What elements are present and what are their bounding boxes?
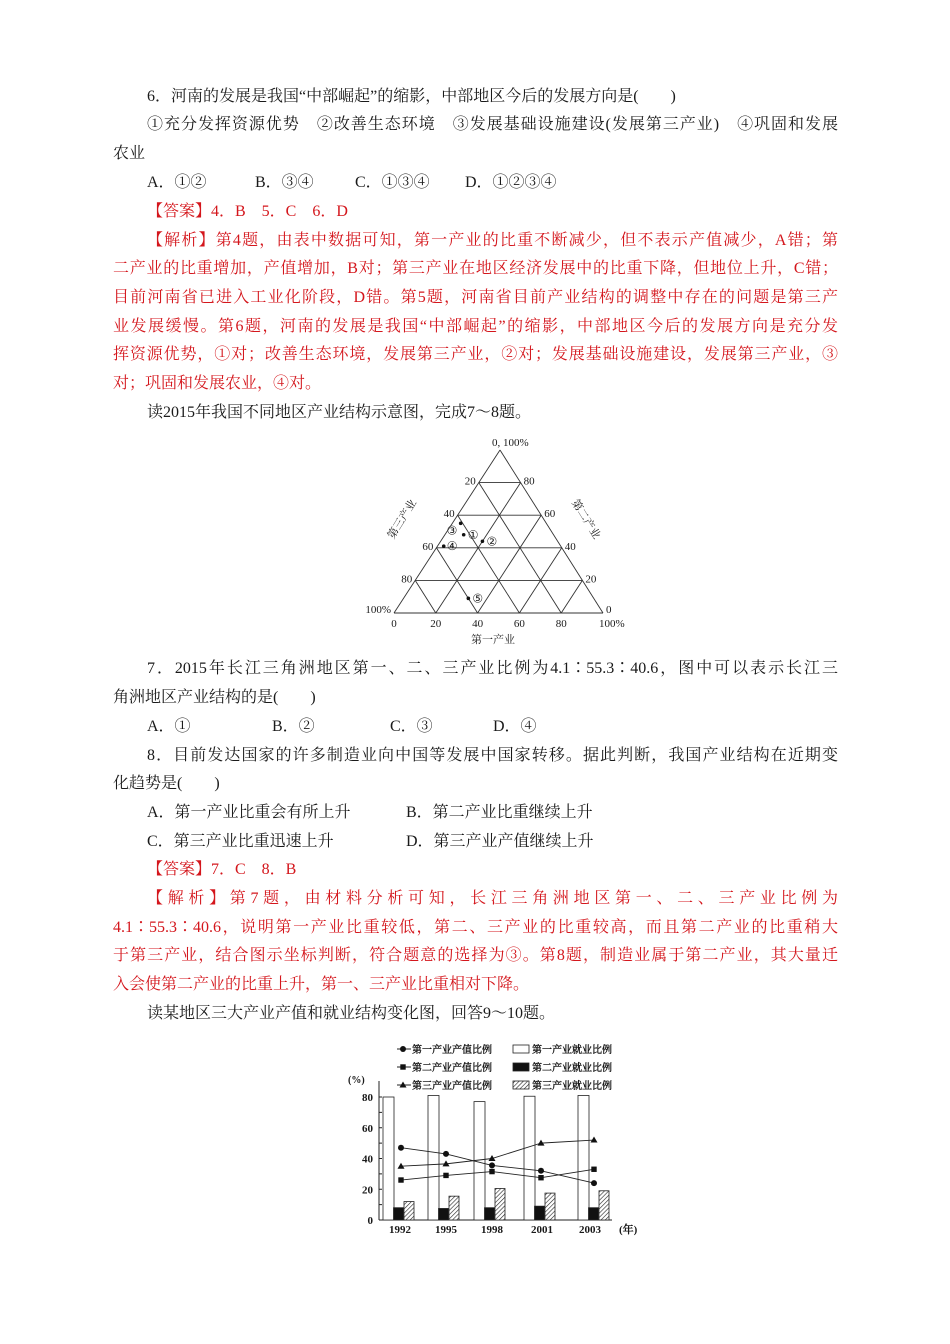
bottom-tick-label: 20 <box>430 618 442 630</box>
legend-label: 第一产业就业比例 <box>532 1045 612 1056</box>
point-label: ③ <box>446 523 458 538</box>
bar-black <box>589 1208 599 1220</box>
ternary-diagram <box>355 435 625 647</box>
marker-circle <box>398 1145 404 1151</box>
bottom-tick-label: 40 <box>472 618 484 630</box>
legend-marker-circle <box>400 1046 406 1052</box>
q6-option-b: B．③④ <box>255 174 314 191</box>
analysis-4-6-line: 【解析】第4题，由表中数据可知，第一产业的比重不断减少，但不表示产值减少，A错；第 <box>147 232 838 249</box>
ternary-grid <box>394 450 603 613</box>
left-tick-label: 40 <box>443 508 455 521</box>
analysis-7-8-line: 于第三产业，结合图示坐标判断，符合题意的选择为③。第8题，制造业属于第二产业，其大量迁 <box>113 947 838 964</box>
right-tick-label: 80 <box>523 475 535 488</box>
bar-black <box>485 1208 495 1220</box>
marker-circle <box>591 1180 597 1186</box>
bar-hatched <box>404 1202 414 1220</box>
data-point <box>481 539 485 543</box>
point-label: ④ <box>446 539 458 554</box>
q8-stem-cont: 化趋势是( ) <box>113 775 220 792</box>
y-tick-label: 20 <box>362 1184 373 1197</box>
q7-option-c: C．③ <box>390 718 433 735</box>
q6-option-a: A．①② <box>147 174 207 191</box>
q7-option-d: D．④ <box>493 718 537 735</box>
x-tick-label: 1995 <box>435 1224 457 1236</box>
chart-legend <box>397 1043 612 1092</box>
analysis-4-6-line: 业发展缓慢。第6题，河南的发展是我国“中部崛起”的缩影，中部地区今后的发展方向是充分发 <box>113 318 838 335</box>
bottom-tick-label: 0 <box>391 618 397 630</box>
analysis-4-6-line: 挥资源优势，①对；改善生态环境，发展第三产业，②对；发展基础设施建设，发展第三产业，③ <box>113 346 838 363</box>
bar-hatched <box>545 1193 555 1220</box>
left-axis-title: 第三产业 <box>385 497 420 542</box>
q8-option-c: C．第三产业比重迅速上升 <box>147 833 334 850</box>
apex-label: 0, 100% <box>492 437 529 449</box>
left-tick-label: 60 <box>422 540 434 553</box>
right-tick-label: 40 <box>564 540 576 553</box>
analysis-4-6-line: 对；巩固和发展农业，④对。 <box>113 375 322 392</box>
bottom-tick-label: 100% <box>599 618 625 630</box>
y-tick-label: 80 <box>362 1092 373 1104</box>
marker-circle <box>443 1151 449 1157</box>
marker-triangle <box>591 1137 598 1143</box>
y-tick-label: 60 <box>362 1122 373 1135</box>
bar-black <box>535 1206 545 1220</box>
marker-square <box>538 1175 543 1180</box>
q8-option-d: D．第三产业产值继续上升 <box>406 833 594 850</box>
intro-7-8: 读2015年我国不同地区产业结构示意图，完成7～8题。 <box>147 404 532 421</box>
q6-items: ①充分发挥资源优势 ②改善生态环境 ③发展基础设施建设(发展第三产业) ④巩固和发展 <box>147 116 838 133</box>
left-tick-label: 20 <box>464 475 476 488</box>
analysis-7-8-line: 入会使第二产业的比重上升，第一、三产业比重相对下降。 <box>113 976 530 993</box>
legend-label: 第二产业产值比例 <box>412 1063 492 1074</box>
q6-items-cont: 农业 <box>113 145 146 162</box>
q8-option-a: A．第一产业比重会有所上升 <box>147 804 351 821</box>
q6-option-c: C．①③④ <box>355 174 430 191</box>
bottom-axis-title: 第一产业 <box>471 634 515 646</box>
answer-7-8: 【答案】7．C 8．B <box>147 861 297 878</box>
data-point <box>467 597 471 601</box>
bar-white <box>578 1095 589 1220</box>
legend-label: 第三产业产值比例 <box>412 1081 492 1092</box>
point-label: ① <box>467 527 479 542</box>
marker-square <box>443 1173 448 1178</box>
industry-chart <box>340 1035 650 1240</box>
right-tick-label: 60 <box>544 508 556 521</box>
q8-option-b: B．第二产业比重继续上升 <box>406 804 593 821</box>
q7-option-a: A．① <box>147 718 191 735</box>
bar-hatched <box>449 1196 459 1220</box>
point-label: ② <box>486 534 498 549</box>
legend-marker-square <box>400 1064 405 1069</box>
marker-circle <box>489 1162 495 1168</box>
marker-circle <box>538 1168 544 1174</box>
point-label: ⑤ <box>472 591 484 606</box>
marker-square <box>591 1167 596 1172</box>
y-axis-label: (%) <box>348 1075 365 1086</box>
x-tick-label: 1998 <box>481 1224 503 1236</box>
q7-stem: 7．2015年长江三角洲地区第一、二、三产业比例为4.1∶55.3∶40.6，图中可以表示长江三 <box>147 660 838 677</box>
legend-label: 第三产业就业比例 <box>532 1081 612 1092</box>
analysis-7-8-line: 4.1∶55.3∶40.6，说明第一产业比重较低，第二、三产业的比重较高，而且第二产业的比重稍大 <box>113 919 838 936</box>
bottom-tick-label: 80 <box>555 618 567 630</box>
chart-lines <box>398 1137 598 1187</box>
bottom-tick-label: 60 <box>513 618 525 630</box>
bar-white <box>428 1095 439 1220</box>
bar-white <box>524 1096 535 1220</box>
ternary-points <box>442 522 497 606</box>
bar-black <box>439 1208 449 1220</box>
grid-line <box>415 580 436 613</box>
answer-4-6: 【答案】4．B 5．C 6．D <box>147 203 348 220</box>
x-axis-label: (年) <box>619 1224 638 1236</box>
analysis-4-6-line: 二产业的比重增加，产值增加，B对；第三产业在地区经济发展中的比重下降，但地位上升，C错； <box>113 260 838 277</box>
x-tick-label: 2003 <box>579 1224 601 1236</box>
marker-square <box>489 1169 494 1174</box>
bar-hatched <box>599 1191 609 1220</box>
right-tick-label: 20 <box>585 573 597 586</box>
marker-square <box>398 1177 403 1182</box>
left-tick-label: 80 <box>401 573 413 586</box>
data-point <box>442 544 446 548</box>
bar-hatched <box>495 1188 505 1220</box>
analysis-7-8-line: 【解析】第7题，由材料分析可知，长江三角洲地区第一、二、三产业比例为 <box>147 890 838 907</box>
grid-line <box>561 580 582 613</box>
bar-white <box>383 1097 394 1220</box>
y-tick-label: 0 <box>367 1215 373 1227</box>
right-tick-label: 0 <box>606 604 612 616</box>
y-tick-label: 40 <box>362 1153 373 1166</box>
q6-stem: 6．河南的发展是我国“中部崛起”的缩影，中部地区今后的发展方向是( ) <box>147 88 676 105</box>
legend-swatch <box>513 1081 529 1089</box>
legend-label: 第一产业产值比例 <box>412 1045 492 1056</box>
data-point <box>459 522 463 526</box>
analysis-4-6-line: 目前河南省已进入工业化阶段，D错。第5题，河南省目前产业结构的调整中存在的问题是第三产 <box>113 289 838 306</box>
chart-bars <box>383 1095 609 1220</box>
legend-swatch <box>513 1045 529 1053</box>
bar-black <box>394 1208 404 1220</box>
grid-line <box>478 515 542 613</box>
ternary-ticks <box>365 476 624 630</box>
intro-9-10: 读某地区三大产业产值和就业结构变化图，回答9～10题。 <box>147 1005 556 1022</box>
q6-option-d: D．①②③④ <box>465 174 557 191</box>
legend-label: 第二产业就业比例 <box>532 1063 612 1074</box>
legend-swatch <box>513 1063 529 1071</box>
q8-stem: 8．目前发达国家的许多制造业向中国等发展中国家转移。据此判断，我国产业结构在近期变 <box>147 747 838 764</box>
x-tick-label: 1992 <box>389 1224 411 1236</box>
x-tick-label: 2001 <box>531 1224 553 1236</box>
q7-option-b: B．② <box>272 718 315 735</box>
left-tick-label: 100% <box>365 604 391 616</box>
data-point <box>462 533 466 537</box>
right-axis-title: 第二产业 <box>568 497 603 542</box>
q7-stem-cont: 角洲地区产业结构的是( ) <box>113 689 316 706</box>
